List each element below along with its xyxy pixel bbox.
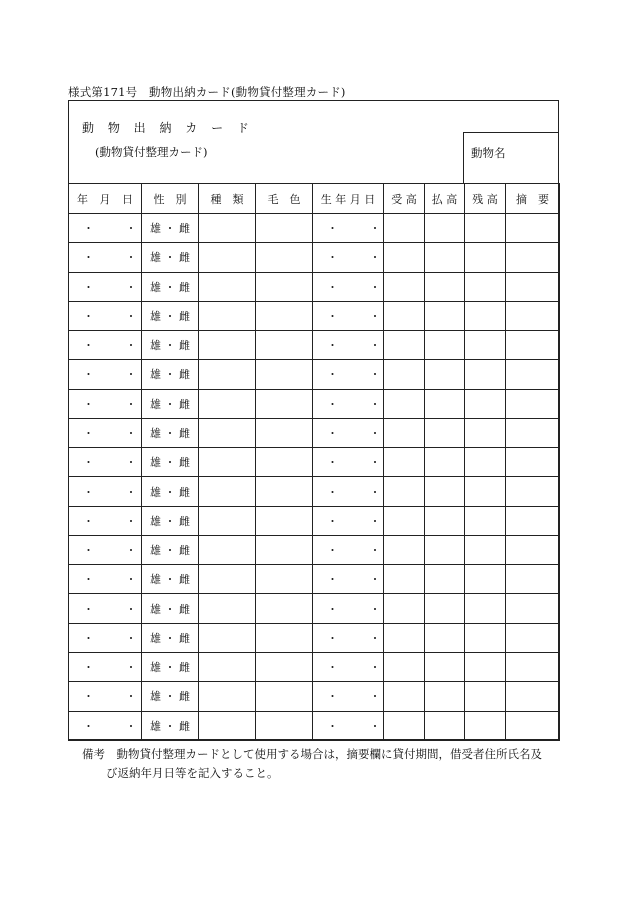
row-birth-date-cell: ・ ・ bbox=[313, 623, 384, 652]
row-issued-cell bbox=[425, 711, 465, 740]
row-remarks-cell bbox=[506, 594, 560, 623]
row-issued-cell bbox=[425, 301, 465, 330]
row-coat-color-cell bbox=[256, 682, 313, 711]
row-balance-cell bbox=[465, 506, 506, 535]
row-birth-date-cell: ・ ・ bbox=[313, 477, 384, 506]
col-species: 種 類 bbox=[199, 184, 256, 214]
row-date-cell: ・ ・ bbox=[69, 360, 142, 389]
row-coat-color-cell bbox=[256, 623, 313, 652]
table-row bbox=[69, 360, 560, 389]
row-date-cell: ・ ・ bbox=[69, 448, 142, 477]
col-coat-color: 毛 色 bbox=[256, 184, 313, 214]
row-sex-cell: 雄 ・ 雌 bbox=[142, 594, 199, 623]
row-birth-date-cell: ・ ・ bbox=[313, 652, 384, 681]
row-date-cell: ・ ・ bbox=[69, 535, 142, 564]
row-date-cell: ・ ・ bbox=[69, 711, 142, 740]
row-balance-cell bbox=[465, 301, 506, 330]
col-remarks: 摘 要 bbox=[506, 184, 560, 214]
row-species-cell bbox=[199, 682, 256, 711]
col-birth-date: 生 年 月 日 bbox=[313, 184, 384, 214]
table-row bbox=[69, 272, 560, 301]
row-remarks-cell bbox=[506, 360, 560, 389]
row-balance-cell bbox=[465, 243, 506, 272]
row-coat-color-cell bbox=[256, 301, 313, 330]
row-remarks-cell bbox=[506, 301, 560, 330]
row-date-cell: ・ ・ bbox=[69, 682, 142, 711]
table-row bbox=[69, 711, 560, 740]
row-balance-cell bbox=[465, 711, 506, 740]
row-birth-date-cell: ・ ・ bbox=[313, 301, 384, 330]
row-birth-date-cell: ・ ・ bbox=[313, 682, 384, 711]
row-remarks-cell bbox=[506, 565, 560, 594]
row-issued-cell bbox=[425, 506, 465, 535]
card-title: 動 物 出 納 カ ー ド bbox=[82, 121, 249, 135]
row-birth-date-cell: ・ ・ bbox=[313, 331, 384, 360]
row-issued-cell bbox=[425, 623, 465, 652]
row-birth-date-cell: ・ ・ bbox=[313, 272, 384, 301]
row-species-cell bbox=[199, 272, 256, 301]
row-coat-color-cell bbox=[256, 272, 313, 301]
row-birth-date-cell: ・ ・ bbox=[313, 594, 384, 623]
row-coat-color-cell bbox=[256, 389, 313, 418]
remark-note: 備考 動物貸付整理カードとして使用する場合は，摘要欄に貸付期間，借受者住所氏名及 bbox=[82, 747, 542, 761]
row-issued-cell bbox=[425, 418, 465, 447]
row-date-cell: ・ ・ bbox=[69, 243, 142, 272]
table-row bbox=[69, 682, 560, 711]
ledger-table bbox=[68, 183, 560, 741]
row-sex-cell: 雄 ・ 雌 bbox=[142, 389, 199, 418]
row-sex-cell: 雄 ・ 雌 bbox=[142, 272, 199, 301]
row-date-cell: ・ ・ bbox=[69, 301, 142, 330]
row-birth-date-cell: ・ ・ bbox=[313, 711, 384, 740]
row-birth-date-cell: ・ ・ bbox=[313, 535, 384, 564]
row-coat-color-cell bbox=[256, 652, 313, 681]
row-date-cell: ・ ・ bbox=[69, 623, 142, 652]
row-issued-cell bbox=[425, 448, 465, 477]
table-row bbox=[69, 243, 560, 272]
table-row bbox=[69, 418, 560, 447]
row-birth-date-cell: ・ ・ bbox=[313, 565, 384, 594]
row-issued-cell bbox=[425, 389, 465, 418]
row-issued-cell bbox=[425, 565, 465, 594]
row-coat-color-cell bbox=[256, 477, 313, 506]
table-row bbox=[69, 623, 560, 652]
row-balance-cell bbox=[465, 272, 506, 301]
row-issued-cell bbox=[425, 682, 465, 711]
row-date-cell: ・ ・ bbox=[69, 506, 142, 535]
row-sex-cell: 雄 ・ 雌 bbox=[142, 477, 199, 506]
row-sex-cell: 雄 ・ 雌 bbox=[142, 301, 199, 330]
row-remarks-cell bbox=[506, 272, 560, 301]
row-issued-cell bbox=[425, 594, 465, 623]
row-coat-color-cell bbox=[256, 360, 313, 389]
row-species-cell bbox=[199, 565, 256, 594]
row-issued-cell bbox=[425, 243, 465, 272]
row-balance-cell bbox=[465, 682, 506, 711]
row-sex-cell: 雄 ・ 雌 bbox=[142, 243, 199, 272]
row-issued-cell bbox=[425, 272, 465, 301]
row-sex-cell: 雄 ・ 雌 bbox=[142, 448, 199, 477]
col-balance: 残 高 bbox=[465, 184, 506, 214]
row-sex-cell: 雄 ・ 雌 bbox=[142, 711, 199, 740]
row-species-cell bbox=[199, 506, 256, 535]
row-balance-cell bbox=[465, 565, 506, 594]
row-date-cell: ・ ・ bbox=[69, 477, 142, 506]
table-row bbox=[69, 214, 560, 243]
row-issued-cell bbox=[425, 214, 465, 243]
form-number: 様式第171号 動物出納カード(動物貸付整理カード) bbox=[68, 85, 346, 99]
table-row bbox=[69, 652, 560, 681]
row-issued-cell bbox=[425, 535, 465, 564]
col-date: 年 月 日 bbox=[69, 184, 142, 214]
row-remarks-cell bbox=[506, 418, 560, 447]
col-issued: 払 高 bbox=[425, 184, 465, 214]
row-date-cell: ・ ・ bbox=[69, 272, 142, 301]
row-sex-cell: 雄 ・ 雌 bbox=[142, 623, 199, 652]
row-date-cell: ・ ・ bbox=[69, 214, 142, 243]
row-birth-date-cell: ・ ・ bbox=[313, 506, 384, 535]
row-species-cell bbox=[199, 360, 256, 389]
row-birth-date-cell: ・ ・ bbox=[313, 214, 384, 243]
row-species-cell bbox=[199, 418, 256, 447]
row-date-cell: ・ ・ bbox=[69, 565, 142, 594]
row-coat-color-cell bbox=[256, 418, 313, 447]
table-row bbox=[69, 565, 560, 594]
table-row bbox=[69, 331, 560, 360]
row-species-cell bbox=[199, 301, 256, 330]
row-species-cell bbox=[199, 214, 256, 243]
row-balance-cell bbox=[465, 594, 506, 623]
row-coat-color-cell bbox=[256, 331, 313, 360]
row-birth-date-cell: ・ ・ bbox=[313, 360, 384, 389]
row-coat-color-cell bbox=[256, 214, 313, 243]
row-species-cell bbox=[199, 389, 256, 418]
row-balance-cell bbox=[465, 360, 506, 389]
table-row bbox=[69, 389, 560, 418]
table-row bbox=[69, 448, 560, 477]
row-sex-cell: 雄 ・ 雌 bbox=[142, 506, 199, 535]
row-species-cell bbox=[199, 711, 256, 740]
row-birth-date-cell: ・ ・ bbox=[313, 243, 384, 272]
row-coat-color-cell bbox=[256, 448, 313, 477]
ledger-body bbox=[69, 214, 560, 741]
row-issued-cell bbox=[425, 652, 465, 681]
row-balance-cell bbox=[465, 477, 506, 506]
row-remarks-cell bbox=[506, 506, 560, 535]
table-row bbox=[69, 594, 560, 623]
row-remarks-cell bbox=[506, 331, 560, 360]
row-date-cell: ・ ・ bbox=[69, 652, 142, 681]
row-species-cell bbox=[199, 477, 256, 506]
row-species-cell bbox=[199, 331, 256, 360]
row-remarks-cell bbox=[506, 535, 560, 564]
row-remarks-cell bbox=[506, 652, 560, 681]
row-sex-cell: 雄 ・ 雌 bbox=[142, 331, 199, 360]
row-sex-cell: 雄 ・ 雌 bbox=[142, 418, 199, 447]
table-row bbox=[69, 477, 560, 506]
col-sex: 性 別 bbox=[142, 184, 199, 214]
row-date-cell: ・ ・ bbox=[69, 418, 142, 447]
row-birth-date-cell: ・ ・ bbox=[313, 448, 384, 477]
row-coat-color-cell bbox=[256, 594, 313, 623]
row-birth-date-cell: ・ ・ bbox=[313, 418, 384, 447]
row-date-cell: ・ ・ bbox=[69, 389, 142, 418]
row-issued-cell bbox=[425, 477, 465, 506]
row-coat-color-cell bbox=[256, 243, 313, 272]
row-remarks-cell bbox=[506, 682, 560, 711]
row-issued-cell bbox=[425, 360, 465, 389]
row-species-cell bbox=[199, 448, 256, 477]
row-species-cell bbox=[199, 594, 256, 623]
row-coat-color-cell bbox=[256, 506, 313, 535]
card-subtitle: (動物貸付整理カード) bbox=[95, 145, 208, 159]
row-balance-cell bbox=[465, 448, 506, 477]
row-remarks-cell bbox=[506, 389, 560, 418]
row-coat-color-cell bbox=[256, 711, 313, 740]
row-balance-cell bbox=[465, 535, 506, 564]
animal-name-label: 動物名 bbox=[471, 146, 506, 160]
row-remarks-cell bbox=[506, 711, 560, 740]
row-date-cell: ・ ・ bbox=[69, 331, 142, 360]
row-sex-cell: 雄 ・ 雌 bbox=[142, 535, 199, 564]
row-balance-cell bbox=[465, 389, 506, 418]
row-birth-date-cell: ・ ・ bbox=[313, 389, 384, 418]
row-sex-cell: 雄 ・ 雌 bbox=[142, 360, 199, 389]
row-remarks-cell bbox=[506, 623, 560, 652]
table-row bbox=[69, 535, 560, 564]
row-balance-cell bbox=[465, 652, 506, 681]
row-sex-cell: 雄 ・ 雌 bbox=[142, 682, 199, 711]
row-remarks-cell bbox=[506, 477, 560, 506]
row-species-cell bbox=[199, 243, 256, 272]
table-row bbox=[69, 301, 560, 330]
row-balance-cell bbox=[465, 214, 506, 243]
table-row bbox=[69, 506, 560, 535]
row-species-cell bbox=[199, 535, 256, 564]
row-remarks-cell bbox=[506, 243, 560, 272]
row-sex-cell: 雄 ・ 雌 bbox=[142, 565, 199, 594]
row-balance-cell bbox=[465, 331, 506, 360]
row-remarks-cell bbox=[506, 214, 560, 243]
row-balance-cell bbox=[465, 623, 506, 652]
row-coat-color-cell bbox=[256, 535, 313, 564]
row-issued-cell bbox=[425, 331, 465, 360]
row-remarks-cell bbox=[506, 448, 560, 477]
remark-note-continued: び返納年月日等を記入すること。 bbox=[106, 766, 279, 780]
row-sex-cell: 雄 ・ 雌 bbox=[142, 652, 199, 681]
col-received: 受 高 bbox=[384, 184, 425, 214]
row-species-cell bbox=[199, 652, 256, 681]
row-species-cell bbox=[199, 623, 256, 652]
row-date-cell: ・ ・ bbox=[69, 594, 142, 623]
row-balance-cell bbox=[465, 418, 506, 447]
row-sex-cell: 雄 ・ 雌 bbox=[142, 214, 199, 243]
header-row bbox=[69, 184, 560, 214]
row-coat-color-cell bbox=[256, 565, 313, 594]
